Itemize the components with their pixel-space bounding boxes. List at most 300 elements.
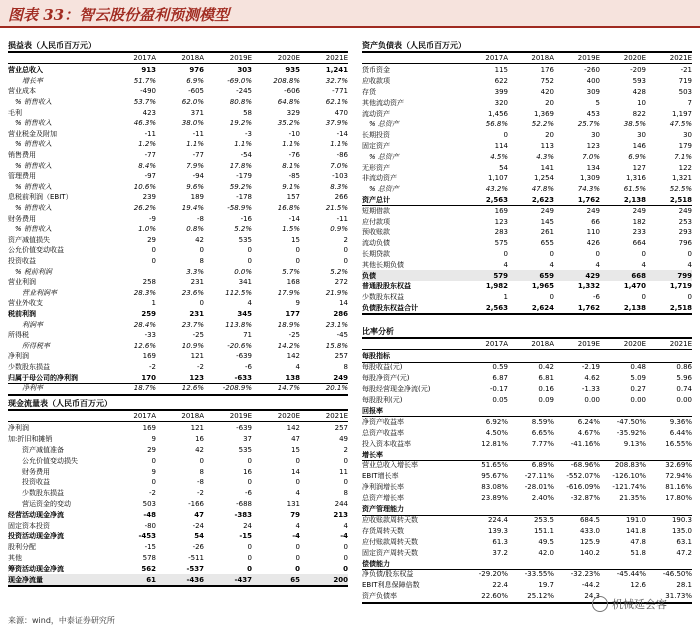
ratio-year-2: 2019E bbox=[577, 340, 600, 348]
cashflow-cell: -436 bbox=[186, 575, 204, 584]
income-cell: 1.2% bbox=[138, 140, 156, 149]
cashflow-row bbox=[8, 542, 348, 553]
ratio-cell: 125.9 bbox=[579, 537, 600, 546]
income-cell: 8 bbox=[343, 363, 348, 372]
balance-cell: 752 bbox=[540, 77, 554, 86]
cashflow-cell: 503 bbox=[142, 499, 156, 508]
balance-year-2: 2019E bbox=[577, 54, 600, 62]
balance-cell: 1,762 bbox=[577, 195, 600, 204]
balance-cell: 1,316 bbox=[625, 174, 646, 183]
balance-row-label: 应收款项 bbox=[362, 77, 390, 86]
balance-cell: 249 bbox=[586, 206, 600, 215]
ratio-cell: -68.96% bbox=[570, 461, 600, 470]
cashflow-cell: -2 bbox=[149, 489, 156, 498]
ratio-cell: 0.42 bbox=[538, 363, 554, 372]
ratio-row-label: 净利润增长率 bbox=[362, 483, 404, 492]
income-cell: 0 bbox=[247, 246, 252, 255]
income-row bbox=[8, 245, 348, 256]
income-cell: 64.8% bbox=[277, 98, 300, 107]
ratio-cell: 4.67% bbox=[577, 428, 600, 437]
income-row bbox=[8, 256, 348, 267]
income-row bbox=[8, 97, 348, 108]
income-cell: 10.9% bbox=[181, 341, 204, 350]
balance-cell: 7.0% bbox=[582, 152, 600, 161]
cashflow-cell: 15 bbox=[291, 445, 300, 454]
income-cell: -25 bbox=[288, 331, 300, 340]
cashflow-cell: -4 bbox=[292, 532, 300, 541]
cashflow-top-rule bbox=[8, 409, 348, 411]
income-cell: 14.7% bbox=[277, 384, 300, 393]
income-cell: 26.2% bbox=[133, 204, 156, 213]
cashflow-cell: 49 bbox=[339, 435, 348, 444]
ratio-row bbox=[362, 525, 692, 536]
ratio-cell: 42.0 bbox=[538, 548, 554, 557]
income-cell: 1.1% bbox=[330, 140, 348, 149]
income-cell: 0 bbox=[151, 257, 156, 266]
income-row-label: 投资收益 bbox=[8, 257, 36, 266]
balance-row bbox=[362, 238, 692, 249]
income-cell: -94 bbox=[192, 172, 204, 181]
balance-cell: 320 bbox=[494, 98, 508, 107]
balance-cell: 655 bbox=[540, 239, 554, 248]
balance-row-label: 长期贷款 bbox=[362, 249, 390, 258]
balance-cell: 2,563 bbox=[485, 303, 508, 312]
ratio-cell: 61.3 bbox=[492, 537, 508, 546]
ratio-cell: -33.55% bbox=[524, 570, 554, 579]
balance-row-label: 负债股东权益合计 bbox=[362, 303, 418, 312]
cashflow-cell: -8 bbox=[197, 478, 204, 487]
income-row-label: 营业总收入 bbox=[8, 66, 43, 75]
ratio-cell: 23.89% bbox=[481, 494, 508, 503]
ratio-cell: 51.8 bbox=[630, 548, 646, 557]
income-cell: -633 bbox=[234, 373, 252, 382]
balance-cell: 253 bbox=[678, 217, 692, 226]
ratio-cell: 6.44% bbox=[669, 428, 692, 437]
income-cell: 9.1% bbox=[282, 182, 300, 191]
balance-cell: 399 bbox=[494, 87, 508, 96]
ratio-cell: 5.96 bbox=[676, 374, 692, 383]
ratio-year-4: 2021E bbox=[669, 340, 692, 348]
ratio-cell: 253.5 bbox=[533, 515, 554, 524]
balance-row-label: 流动资产 bbox=[362, 109, 390, 118]
cashflow-row bbox=[8, 499, 348, 510]
balance-row-label: 其他长期负债 bbox=[362, 260, 404, 269]
ratio-row bbox=[362, 416, 692, 427]
income-row bbox=[8, 182, 348, 193]
ratio-row-label: 每股净资产(元) bbox=[362, 374, 410, 383]
cashflow-year-1: 2018A bbox=[181, 412, 204, 420]
income-row-label: % 销售收入 bbox=[15, 204, 52, 213]
income-cell: 371 bbox=[190, 108, 204, 117]
ratio-cell: 0.05 bbox=[492, 396, 508, 405]
balance-row-label: 负债 bbox=[362, 271, 376, 280]
income-cell: 168 bbox=[286, 278, 300, 287]
cashflow-cell: 0 bbox=[151, 478, 156, 487]
cashflow-cell: 4 bbox=[295, 521, 300, 530]
ratio-cell: 433.0 bbox=[579, 526, 600, 535]
balance-cell: 7 bbox=[687, 98, 692, 107]
cashflow-cell: -4 bbox=[340, 532, 348, 541]
balance-row bbox=[362, 205, 692, 216]
balance-cell: 4 bbox=[687, 260, 692, 269]
balance-cell: 503 bbox=[678, 87, 692, 96]
income-cell: 12.6% bbox=[133, 341, 156, 350]
balance-cell: 1,965 bbox=[531, 282, 554, 291]
balance-cell: 429 bbox=[585, 271, 600, 280]
income-cell: 266 bbox=[334, 193, 348, 202]
income-cell: 257 bbox=[334, 352, 348, 361]
cashflow-cell: 0 bbox=[343, 543, 348, 552]
ratio-cell: 0.86 bbox=[676, 363, 692, 372]
balance-cell: 309 bbox=[586, 87, 600, 96]
cashflow-cell: -26 bbox=[192, 543, 204, 552]
income-cell: 249 bbox=[333, 373, 348, 382]
balance-row bbox=[362, 119, 692, 130]
balance-cell: 52.2% bbox=[531, 120, 554, 129]
cashflow-cell: -15 bbox=[144, 543, 156, 552]
income-cell: 46.3% bbox=[133, 119, 156, 128]
income-cell: 2 bbox=[343, 235, 348, 244]
balance-row-label: 流动负债 bbox=[362, 239, 390, 248]
cashflow-heading: 现金流量表（人民币百万元） bbox=[8, 399, 112, 408]
balance-cell: 25.7% bbox=[577, 120, 600, 129]
income-cell: -103 bbox=[332, 172, 348, 181]
balance-cell: 0 bbox=[503, 249, 508, 258]
balance-row-label: 预收账款 bbox=[362, 228, 390, 237]
balance-cell: 249 bbox=[632, 206, 646, 215]
income-cell: 1.1% bbox=[234, 140, 252, 149]
cashflow-row-label: 净利润 bbox=[8, 424, 29, 433]
ratio-row bbox=[362, 373, 692, 384]
income-cell: 470 bbox=[334, 108, 348, 117]
income-cell: 59.2% bbox=[229, 182, 252, 191]
cashflow-cell: 79 bbox=[290, 510, 300, 519]
ratio-row bbox=[362, 482, 692, 493]
balance-cell: 1 bbox=[503, 293, 508, 302]
income-cell: 157 bbox=[286, 193, 300, 202]
balance-cell: 2,563 bbox=[485, 195, 508, 204]
cashflow-row bbox=[8, 466, 348, 477]
income-row-label: % 销售收入 bbox=[15, 225, 52, 234]
income-row bbox=[8, 341, 348, 352]
income-cell: 12.6% bbox=[181, 384, 204, 393]
balance-row bbox=[362, 281, 692, 292]
balance-cell: 0 bbox=[687, 249, 692, 258]
income-row-label: 营业成本 bbox=[8, 87, 36, 96]
balance-cell: 0 bbox=[549, 249, 554, 258]
income-row-label: % 销售收入 bbox=[15, 140, 52, 149]
ratio-cell: 224.4 bbox=[487, 515, 508, 524]
balance-row bbox=[362, 270, 692, 281]
income-cell: 259 bbox=[141, 310, 156, 319]
income-cell: -11 bbox=[192, 129, 204, 138]
income-cell: 303 bbox=[237, 66, 252, 75]
cashflow-cell: -6 bbox=[245, 489, 252, 498]
balance-row bbox=[362, 97, 692, 108]
ratio-cell: 51.65% bbox=[481, 461, 508, 470]
cashflow-row bbox=[8, 509, 348, 520]
income-cell: 18.7% bbox=[133, 384, 156, 393]
balance-cell: 2,518 bbox=[669, 195, 692, 204]
ratio-cell: 25.12% bbox=[527, 592, 554, 601]
cashflow-cell: 257 bbox=[334, 424, 348, 433]
balance-row-label: % 总资产 bbox=[369, 120, 399, 129]
balance-heading: 资产负债表（人民币百万元） bbox=[362, 41, 466, 50]
ratio-cell: -2.19 bbox=[581, 363, 600, 372]
ratio-year-3: 2020E bbox=[623, 340, 646, 348]
ratio-cell: -44.2 bbox=[581, 581, 600, 590]
cashflow-header-rule bbox=[8, 421, 348, 422]
cashflow-row-label: 股利分配 bbox=[8, 543, 36, 552]
income-cell: 913 bbox=[141, 66, 156, 75]
ratio-row-label: EBIT增长率 bbox=[362, 472, 399, 481]
ratio-cell: -45.44% bbox=[616, 570, 646, 579]
income-cell: 976 bbox=[189, 66, 204, 75]
figure-title: 图表 33：智云股份盈利预测模型 bbox=[8, 6, 230, 24]
cashflow-row-label: 营运资金的变动 bbox=[22, 499, 71, 508]
balance-bottom-rule bbox=[362, 313, 692, 315]
balance-cell: -209 bbox=[630, 66, 646, 75]
balance-row-label: 普通股股东权益 bbox=[362, 282, 411, 291]
income-cell: 0.0% bbox=[234, 267, 252, 276]
balance-cell: 47.8% bbox=[531, 185, 554, 194]
balance-row bbox=[362, 65, 692, 76]
balance-cell: 249 bbox=[540, 206, 554, 215]
balance-cell: 30 bbox=[637, 131, 646, 140]
income-statement-panel bbox=[8, 40, 348, 452]
ratio-cell: 24.3 bbox=[584, 592, 600, 601]
income-top-rule bbox=[8, 51, 348, 53]
income-cell: 329 bbox=[286, 108, 300, 117]
ratio-row-label: 总资产收益率 bbox=[362, 428, 404, 437]
income-cell: 112.5% bbox=[225, 288, 252, 297]
ratio-row-label: 资产负债率 bbox=[362, 592, 397, 601]
income-cell: -10 bbox=[288, 129, 300, 138]
ratio-cell: 6.24% bbox=[577, 417, 600, 426]
income-cell: 208.8% bbox=[273, 76, 300, 85]
cashflow-cell: 11 bbox=[339, 467, 348, 476]
balance-row-label: 存货 bbox=[362, 87, 376, 96]
balance-row bbox=[362, 249, 692, 260]
balance-cell: 575 bbox=[494, 239, 508, 248]
income-cell: -76 bbox=[288, 151, 300, 160]
ratio-cell: 16.55% bbox=[665, 439, 692, 448]
ratio-cell: 81.16% bbox=[665, 483, 692, 492]
income-row-label: 毛利 bbox=[8, 108, 22, 117]
income-row bbox=[8, 203, 348, 214]
income-cell: 189 bbox=[190, 193, 204, 202]
income-row bbox=[8, 383, 348, 394]
ratio-cell: 63.1 bbox=[676, 537, 692, 546]
balance-cell: 10 bbox=[637, 98, 646, 107]
balance-cell: 179 bbox=[678, 141, 692, 150]
ratio-cell: 5.09 bbox=[630, 374, 646, 383]
income-row-label: 营业利润 bbox=[8, 278, 36, 287]
balance-cell: 622 bbox=[494, 77, 508, 86]
balance-cell: 664 bbox=[632, 239, 646, 248]
cashflow-cell: 0 bbox=[295, 553, 300, 562]
balance-row-label: % 总资产 bbox=[369, 152, 399, 161]
ratio-cell: -27.11% bbox=[524, 472, 554, 481]
income-cell: 113.8% bbox=[225, 320, 252, 329]
ratio-row-label: 存货周转天数 bbox=[362, 526, 404, 535]
ratio-cell: 0.27 bbox=[630, 385, 646, 394]
balance-cell: 1,762 bbox=[577, 303, 600, 312]
ratio-cell: 0.48 bbox=[630, 363, 646, 372]
income-cell: -606 bbox=[284, 87, 300, 96]
ratio-row bbox=[362, 515, 692, 526]
balance-cell: 20 bbox=[545, 131, 554, 140]
ratio-header-rule bbox=[362, 349, 692, 350]
balance-cell: 2,518 bbox=[669, 303, 692, 312]
cashflow-cell: 0 bbox=[247, 564, 252, 573]
income-cell: 38.0% bbox=[181, 119, 204, 128]
ratio-row bbox=[362, 384, 692, 395]
income-cell: 5.2% bbox=[234, 225, 252, 234]
ratio-cell: 37.2 bbox=[492, 548, 508, 557]
income-row-label: % 销售收入 bbox=[15, 98, 52, 107]
ratio-cell: 0.09 bbox=[538, 396, 554, 405]
ratio-row bbox=[362, 536, 692, 547]
income-row bbox=[8, 235, 348, 246]
ratio-cell: 4.62 bbox=[584, 374, 600, 383]
cashflow-row bbox=[8, 455, 348, 466]
income-row bbox=[8, 160, 348, 171]
income-cell: 345 bbox=[237, 310, 252, 319]
cashflow-cell: 535 bbox=[238, 445, 252, 454]
cashflow-year-2: 2019E bbox=[229, 412, 252, 420]
balance-cell: 1,369 bbox=[533, 109, 554, 118]
ratio-cell: 190.3 bbox=[671, 515, 692, 524]
balance-cell: 113 bbox=[540, 141, 554, 150]
income-cell: 42 bbox=[195, 235, 204, 244]
income-year-2: 2019E bbox=[229, 54, 252, 62]
ratio-cell: 19.7 bbox=[538, 581, 554, 590]
income-row bbox=[8, 362, 348, 373]
income-row-label: 净利率 bbox=[22, 384, 43, 393]
income-row-label: 息税前利润（EBIT） bbox=[8, 193, 73, 202]
cashflow-cell: 8 bbox=[343, 489, 348, 498]
ratio-row-label: 偿债能力 bbox=[362, 559, 390, 568]
income-row bbox=[8, 309, 348, 320]
cashflow-cell: 0 bbox=[295, 564, 300, 573]
cash-flow-panel bbox=[8, 398, 348, 608]
cashflow-cell: 578 bbox=[142, 553, 156, 562]
income-cell: 80.8% bbox=[229, 98, 252, 107]
income-cell: -20.6% bbox=[227, 341, 252, 350]
cashflow-cell: 169 bbox=[142, 424, 156, 433]
ratio-cell: 83.08% bbox=[481, 483, 508, 492]
cashflow-cell: -453 bbox=[138, 532, 156, 541]
income-header-rule bbox=[8, 63, 348, 64]
balance-row-label: 少数股东权益 bbox=[362, 293, 404, 302]
cashflow-cell: 2 bbox=[343, 445, 348, 454]
ratio-cell: -121.74% bbox=[612, 483, 646, 492]
title-banner bbox=[0, 0, 700, 28]
balance-cell: -260 bbox=[584, 66, 600, 75]
balance-cell: 822 bbox=[632, 109, 646, 118]
ratio-year-0: 2017A bbox=[485, 340, 508, 348]
balance-cell: 110 bbox=[586, 228, 600, 237]
income-cell: -2 bbox=[149, 363, 156, 372]
ratio-row-label: 应收账款周转天数 bbox=[362, 515, 418, 524]
watermark-text: 机械延会客 bbox=[612, 598, 667, 611]
ratio-cell: 151.1 bbox=[533, 526, 554, 535]
ratio-cell: -41.16% bbox=[570, 439, 600, 448]
balance-cell: 2,624 bbox=[531, 303, 554, 312]
income-row-label: % 税前利润 bbox=[15, 267, 52, 276]
ratio-cell: 47.8 bbox=[630, 537, 646, 546]
income-row bbox=[8, 86, 348, 97]
income-cell: 0 bbox=[343, 246, 348, 255]
cashflow-cell: 213 bbox=[333, 510, 348, 519]
income-row-label: 所得税 bbox=[8, 331, 29, 340]
income-cell: 121 bbox=[190, 352, 204, 361]
balance-cell: 4.3% bbox=[536, 152, 554, 161]
cashflow-cell: -48 bbox=[143, 510, 156, 519]
income-year-4: 2021E bbox=[325, 54, 348, 62]
balance-cell: 1,321 bbox=[671, 174, 692, 183]
income-cell: 23.6% bbox=[181, 288, 204, 297]
income-cell: 9.6% bbox=[186, 182, 204, 191]
balance-cell: 668 bbox=[631, 271, 646, 280]
income-cell: 7.9% bbox=[186, 161, 204, 170]
income-cell: 142 bbox=[286, 352, 300, 361]
cashflow-row-label: 固定资本投资 bbox=[8, 521, 50, 530]
income-cell: 0.9% bbox=[330, 225, 348, 234]
ratio-row-label: 每股指标 bbox=[362, 352, 390, 361]
ratio-cell: 0.74 bbox=[676, 385, 692, 394]
cashflow-row bbox=[8, 531, 348, 542]
balance-row bbox=[362, 195, 692, 206]
balance-cell: 593 bbox=[632, 77, 646, 86]
ratio-row bbox=[362, 547, 692, 558]
balance-cell: 0 bbox=[549, 293, 554, 302]
income-cell: -33 bbox=[144, 331, 156, 340]
income-cell: 53.7% bbox=[133, 98, 156, 107]
balance-cell: 74.3% bbox=[577, 185, 600, 194]
ratio-row-label: 资产管理能力 bbox=[362, 505, 404, 514]
balance-cell: 0 bbox=[595, 249, 600, 258]
balance-cell: 1,309 bbox=[579, 174, 600, 183]
income-row-label: 税前利润 bbox=[8, 310, 36, 319]
income-cell: -85 bbox=[288, 172, 300, 181]
income-cell: -3 bbox=[245, 129, 252, 138]
cashflow-cell: 0 bbox=[343, 478, 348, 487]
cashflow-cell: 16 bbox=[195, 435, 204, 444]
income-cell: 5.2% bbox=[330, 267, 348, 276]
ratio-row bbox=[362, 580, 692, 591]
ratio-cell: 0.00 bbox=[584, 396, 600, 405]
income-row-label: 资产减值损失 bbox=[8, 235, 50, 244]
ratio-cell: 2.40% bbox=[531, 494, 554, 503]
ratio-cell: 208.83% bbox=[614, 461, 646, 470]
balance-cell: 54 bbox=[499, 163, 508, 172]
ratio-cell: -1.33 bbox=[581, 385, 600, 394]
income-row bbox=[8, 224, 348, 235]
balance-cell: 420 bbox=[540, 87, 554, 96]
income-row-label: 营业利润率 bbox=[22, 288, 57, 297]
income-cell: -8 bbox=[197, 214, 204, 223]
ratio-cell: 135.0 bbox=[671, 526, 692, 535]
cashflow-cell: 0 bbox=[247, 456, 252, 465]
balance-header-spacer bbox=[362, 54, 462, 62]
income-cell: 58 bbox=[243, 108, 252, 117]
ratio-cell: 9.13% bbox=[623, 439, 646, 448]
balance-cell: 1,719 bbox=[669, 282, 692, 291]
ratio-cell: 22.4 bbox=[492, 581, 508, 590]
cashflow-cell: 47 bbox=[291, 435, 300, 444]
